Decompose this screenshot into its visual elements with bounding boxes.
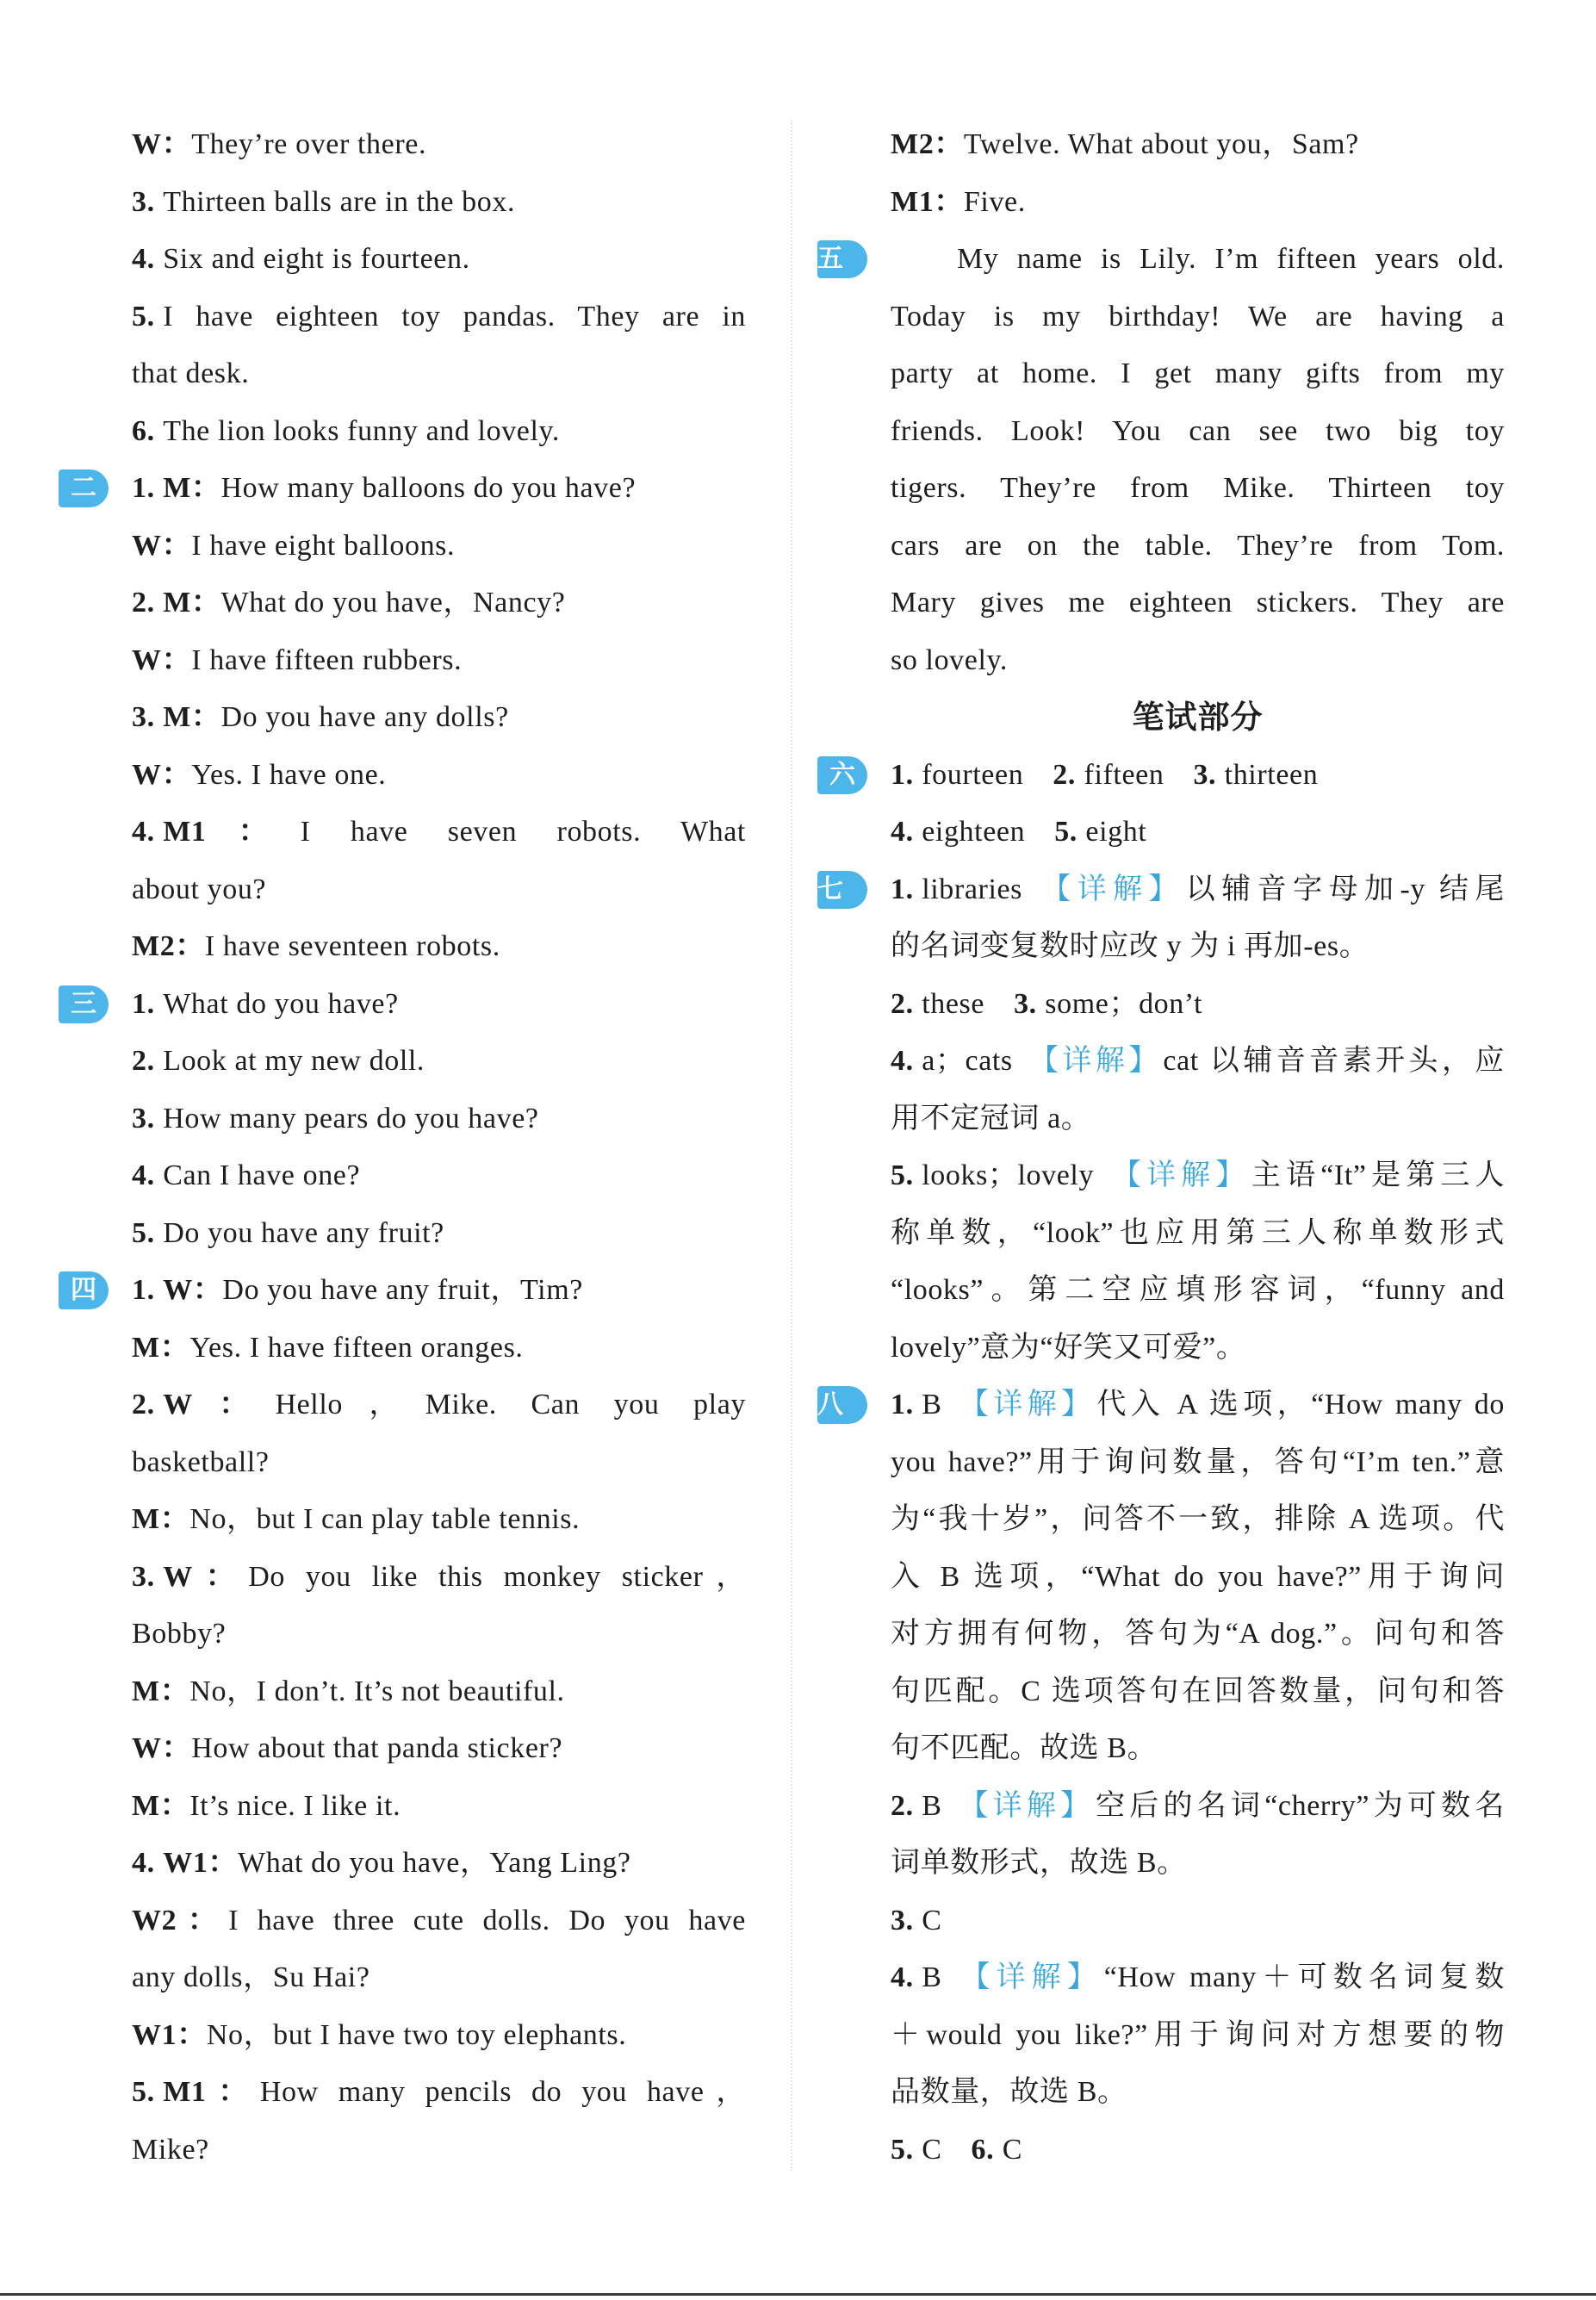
right-column xyxy=(817,116,1505,2179)
line-text: It’s nice. I like it. xyxy=(189,1789,401,1822)
item-number: 2. xyxy=(891,1789,914,1822)
line-text: Yes. I have one. xyxy=(191,758,387,791)
line-text: Yes. I have fifteen oranges. xyxy=(189,1331,524,1364)
item-number: 3. xyxy=(1193,758,1217,791)
line-text: cars are on the table. They’re from Tom. xyxy=(891,529,1505,562)
line-text: I have seventeen robots. xyxy=(204,930,500,962)
text-line xyxy=(891,632,1505,690)
text-line xyxy=(891,2007,1505,2065)
text-line xyxy=(132,1949,746,2007)
answer-text: C xyxy=(922,2133,942,2166)
text-line xyxy=(132,518,746,575)
answer-text: eight xyxy=(1085,816,1147,848)
text-line xyxy=(132,1663,746,1721)
bottom-rule xyxy=(0,2293,1596,2296)
text-line xyxy=(817,231,1505,289)
answer-text: looks；lovely xyxy=(922,1159,1095,1191)
text-line xyxy=(132,116,746,174)
answer-text: these xyxy=(922,987,985,1020)
speaker-label: M1： xyxy=(163,2076,260,2108)
speaker-label: M： xyxy=(163,701,221,733)
line-text: Bobby? xyxy=(132,1618,227,1650)
item-number: 3. xyxy=(132,1560,155,1593)
item-number: 1. xyxy=(891,758,914,791)
text-line xyxy=(891,1320,1505,1377)
answer-item xyxy=(1054,816,1146,848)
line-text: “looks”。第二空应填形容词，“funny and xyxy=(891,1274,1505,1306)
line-text: Six and eight is fourteen. xyxy=(163,243,470,275)
text-line xyxy=(132,861,746,919)
line-text: What do you have? xyxy=(163,987,399,1020)
text-line xyxy=(132,1778,746,1836)
answer-text: fourteen xyxy=(922,758,1024,791)
speaker-label: W： xyxy=(132,529,192,562)
speaker-label: W： xyxy=(132,128,192,160)
text-line xyxy=(132,1091,746,1148)
explanation-text: “How many＋可数名词复数 xyxy=(1103,1961,1505,1993)
line-text: I have eighteen toy pandas. They are in xyxy=(163,300,746,333)
speaker-label: W2： xyxy=(132,1904,229,1936)
text-line xyxy=(132,403,746,461)
line-text: Look at my new doll. xyxy=(163,1045,425,1077)
explanation-text: 代入 A 选项，“How many do xyxy=(1096,1389,1505,1420)
answer-item xyxy=(891,2134,942,2166)
text-line xyxy=(817,1377,1505,1434)
text-line xyxy=(132,1491,746,1549)
line-text: Thirteen balls are in the box. xyxy=(163,185,516,218)
text-line xyxy=(71,976,746,1034)
explanation-tag: 【详解】 xyxy=(954,1789,1095,1822)
speaker-label: M： xyxy=(132,1503,190,1535)
text-line xyxy=(891,1720,1505,1778)
speaker-label: M1： xyxy=(163,816,301,848)
text-line xyxy=(132,632,746,690)
speaker-label: W： xyxy=(163,1560,249,1593)
line-text: so lovely. xyxy=(891,643,1009,676)
answer-text: fifteen xyxy=(1084,758,1164,791)
line-text: What do you have，Yang Ling? xyxy=(238,1847,631,1879)
line-text: tigers. They’re from Mike. Thirteen toy xyxy=(891,472,1505,504)
line-text: Do you have any fruit，Tim? xyxy=(222,1274,583,1306)
text-line xyxy=(891,1262,1505,1320)
section-badge-4: 四 xyxy=(59,1271,109,1309)
text-line xyxy=(891,460,1505,518)
explanation-text: cat 以辅音音素开头，应 xyxy=(1163,1045,1505,1077)
text-line xyxy=(891,1606,1505,1663)
text-line xyxy=(891,575,1505,632)
text-line xyxy=(132,1033,746,1091)
line-text: 句匹配。C 选项答句在回答数量，问句和答 xyxy=(891,1675,1505,1707)
answer-text: C xyxy=(922,1904,942,1936)
speaker-label: M： xyxy=(163,587,221,619)
section-header: 笔试部分 xyxy=(1132,699,1264,736)
speaker-label: W1： xyxy=(163,1847,239,1879)
text-line xyxy=(829,747,1505,805)
item-number: 2. xyxy=(1053,758,1076,791)
item-number: 3. xyxy=(132,1102,155,1134)
text-line xyxy=(132,804,746,861)
speaker-label: W： xyxy=(132,643,192,676)
speaker-label: W： xyxy=(163,1389,276,1420)
answer-text: thirteen xyxy=(1224,758,1319,791)
item-number: 4. xyxy=(132,243,155,275)
answer-item xyxy=(972,2134,1023,2166)
answer-text: B xyxy=(922,1961,942,1993)
text-line xyxy=(891,1205,1505,1263)
text-line xyxy=(891,116,1505,174)
line-text: 入 B 选项，“What do you have?”用于询问 xyxy=(891,1560,1505,1593)
text-line xyxy=(891,2064,1505,2122)
text-line xyxy=(132,1606,746,1663)
explanation-tag: 【详解】 xyxy=(954,1961,1102,1993)
answer-item xyxy=(1014,988,1202,1020)
answer-text: B xyxy=(922,1789,942,1822)
column-divider xyxy=(791,121,792,2171)
text-line xyxy=(891,1663,1505,1721)
line-text: Do you have any dolls? xyxy=(220,701,509,733)
line-text: Mary gives me eighteen stickers. They are xyxy=(891,587,1505,619)
item-number: 5. xyxy=(891,2133,914,2166)
line-text: No，I don’t. It’s not beautiful. xyxy=(189,1675,565,1707)
answer-item xyxy=(891,988,984,1020)
line-text: No，but I have two toy elephants. xyxy=(206,2018,627,2051)
text-line xyxy=(71,1262,746,1320)
left-column xyxy=(71,116,746,2179)
item-number: 6. xyxy=(971,2133,995,2166)
item-number: 1. xyxy=(891,1389,914,1420)
item-number: 4. xyxy=(891,1961,914,1993)
text-line xyxy=(132,1549,746,1607)
text-line xyxy=(891,1147,1505,1205)
section-badge-3: 三 xyxy=(59,985,109,1023)
answer-item xyxy=(1193,759,1318,791)
text-line xyxy=(132,2064,746,2122)
explanation-text: 空后的名词“cherry”为可数名 xyxy=(1096,1789,1505,1822)
text-line xyxy=(132,2007,746,2065)
text-line xyxy=(891,1893,1505,1950)
text-line xyxy=(132,345,746,403)
answer-item xyxy=(891,759,1023,791)
text-line xyxy=(891,1549,1505,1607)
line-text: How many pencils do you have， xyxy=(259,2076,746,2108)
explanation-tag: 【详解】 xyxy=(1107,1159,1251,1191)
item-number: 1. xyxy=(132,1274,155,1306)
text-line xyxy=(132,1377,746,1434)
text-line xyxy=(132,747,746,805)
line-text: about you? xyxy=(132,873,267,905)
line-text: I have seven robots. What xyxy=(300,816,746,848)
item-number: 3. xyxy=(891,1904,914,1936)
text-line xyxy=(132,1835,746,1893)
line-text: 品数量，故选 B。 xyxy=(891,2076,1127,2108)
section-badge-7: 七 xyxy=(817,871,867,909)
text-line xyxy=(132,1434,746,1492)
item-number: 3. xyxy=(1014,987,1037,1020)
answer-text: some；don’t xyxy=(1045,987,1203,1020)
item-number: 1. xyxy=(891,873,914,905)
speaker-label: W： xyxy=(132,758,192,791)
speaker-label: M2： xyxy=(132,930,205,962)
text-line xyxy=(891,289,1505,346)
text-line xyxy=(132,1320,746,1377)
line-text: What do you have，Nancy? xyxy=(220,587,566,619)
line-text: Five. xyxy=(963,185,1026,218)
item-number: 5. xyxy=(132,2076,155,2108)
speaker-label: M： xyxy=(132,1331,190,1364)
text-line xyxy=(891,1949,1505,2007)
item-number: 3. xyxy=(132,701,155,733)
item-number: 1. xyxy=(132,472,155,504)
item-number: 4. xyxy=(132,816,155,848)
section-badge-5: 五 xyxy=(817,240,867,278)
line-text: Can I have one? xyxy=(163,1159,361,1191)
line-text: basketball? xyxy=(132,1445,270,1478)
text-line xyxy=(891,976,1505,1034)
speaker-label: M： xyxy=(132,1789,190,1822)
line-text: lovely”意为“好笑又可爱”。 xyxy=(891,1331,1246,1364)
explanation-text: 主语“It”是第三人 xyxy=(1251,1159,1505,1191)
speaker-label: M： xyxy=(163,472,221,504)
answer-item xyxy=(1053,759,1164,791)
line-text: I have eight balloons. xyxy=(191,529,456,562)
text-line xyxy=(891,2122,1505,2179)
line-text: Do you like this monkey sticker， xyxy=(248,1560,746,1593)
section-badge-6: 六 xyxy=(817,756,867,794)
text-line xyxy=(132,918,746,976)
text-line xyxy=(891,804,1505,861)
item-number: 4. xyxy=(891,1045,914,1077)
answer-text: libraries xyxy=(922,873,1023,905)
answer-text: C xyxy=(1002,2133,1022,2166)
line-text: They’re over there. xyxy=(191,128,427,160)
line-text: you have?”用于询问数量，答句“I’m ten.”意 xyxy=(891,1445,1505,1478)
line-text: party at home. I get many gifts from my xyxy=(891,357,1505,389)
line-text: How about that panda sticker? xyxy=(191,1732,563,1764)
line-text: 对方拥有何物，答句为“A dog.”。问句和答 xyxy=(891,1618,1505,1650)
text-line xyxy=(891,1835,1505,1893)
item-number: 4. xyxy=(132,1847,155,1879)
item-number: 3. xyxy=(132,185,155,218)
section-badge-8: 八 xyxy=(817,1386,867,1424)
item-number: 5. xyxy=(132,1216,155,1249)
text-line xyxy=(71,460,746,518)
text-line xyxy=(132,689,746,747)
text-line xyxy=(891,1033,1505,1091)
item-number: 4. xyxy=(132,1159,155,1191)
speaker-label: W： xyxy=(163,1274,223,1306)
text-line xyxy=(891,403,1505,461)
speaker-label: W： xyxy=(132,1732,192,1764)
text-line xyxy=(891,918,1505,976)
speaker-label: M1： xyxy=(891,185,964,218)
speaker-label: M： xyxy=(132,1675,190,1707)
text-line xyxy=(132,289,746,346)
line-text: My name is Lily. I’m fifteen years old. xyxy=(957,243,1505,275)
explanation-text: 以辅音字母加-y 结尾 xyxy=(1185,873,1505,905)
item-number: 2. xyxy=(891,987,914,1020)
line-text: ＋would you like?”用于询问对方想要的物 xyxy=(891,2018,1505,2051)
line-text: that desk. xyxy=(132,357,250,389)
item-number: 1. xyxy=(132,987,155,1020)
line-text: 词单数形式，故选 B。 xyxy=(891,1847,1187,1879)
line-text: any dolls，Su Hai? xyxy=(132,1961,370,1993)
item-number: 5. xyxy=(132,300,155,333)
text-line xyxy=(891,1491,1505,1549)
line-text: Twelve. What about you，Sam? xyxy=(963,128,1359,160)
text-line xyxy=(132,1720,746,1778)
line-text: Mike? xyxy=(132,2133,209,2166)
text-line xyxy=(891,345,1505,403)
answer-text: B xyxy=(922,1389,942,1420)
line-text: Today is my birthday! We are having a xyxy=(891,300,1505,333)
line-text: How many balloons do you have? xyxy=(220,472,637,504)
item-number: 2. xyxy=(132,1045,155,1077)
explanation-tag: 【详解】 xyxy=(954,1389,1096,1420)
explanation-tag: 【详解】 xyxy=(1026,1045,1162,1077)
text-line xyxy=(132,1893,746,1950)
text-line xyxy=(891,518,1505,575)
text-line xyxy=(132,231,746,289)
item-number: 2. xyxy=(132,1389,155,1420)
line-text: Do you have any fruit? xyxy=(163,1216,444,1249)
text-line xyxy=(132,2122,746,2179)
item-number: 4. xyxy=(891,816,914,848)
answer-text: a；cats xyxy=(922,1045,1013,1077)
line-text: 用不定冠词 a。 xyxy=(891,1102,1091,1134)
line-text: Hello，Mike. Can you play xyxy=(275,1389,746,1420)
text-line xyxy=(891,1091,1505,1148)
line-text: I have three cute dolls. Do you have xyxy=(228,1904,746,1936)
text-line xyxy=(132,1205,746,1263)
item-number: 5. xyxy=(891,1159,914,1191)
text-line xyxy=(891,1434,1505,1492)
answer-item xyxy=(891,816,1025,848)
line-text: How many pears do you have? xyxy=(163,1102,539,1134)
text-line xyxy=(891,1778,1505,1836)
text-line xyxy=(132,174,746,232)
item-number: 5. xyxy=(1054,816,1077,848)
explanation-tag: 【详解】 xyxy=(1035,873,1185,905)
answer-text: eighteen xyxy=(922,816,1026,848)
text-line xyxy=(132,1147,746,1205)
line-text: 为“我十岁”，问答不一致，排除 A 选项。代 xyxy=(891,1503,1505,1535)
line-text: I have fifteen rubbers. xyxy=(191,643,463,676)
line-text: No，but I can play table tennis. xyxy=(189,1503,581,1535)
text-line xyxy=(817,861,1505,919)
line-text: 的名词变复数时应改 y 为 i 再加-es。 xyxy=(891,930,1369,962)
section-badge-2: 二 xyxy=(59,469,109,507)
line-text: 称单数，“look”也应用第三人称单数形式 xyxy=(891,1216,1505,1249)
line-text: 句不匹配。故选 B。 xyxy=(891,1732,1158,1764)
speaker-label: M2： xyxy=(891,128,964,160)
item-number: 2. xyxy=(132,587,155,619)
text-line xyxy=(132,575,746,632)
text-line xyxy=(891,174,1505,232)
line-text: The lion looks funny and lovely. xyxy=(163,414,561,447)
item-number: 6. xyxy=(132,414,155,447)
line-text: friends. Look! You can see two big toy xyxy=(891,414,1505,447)
speaker-label: W1： xyxy=(132,2018,207,2051)
